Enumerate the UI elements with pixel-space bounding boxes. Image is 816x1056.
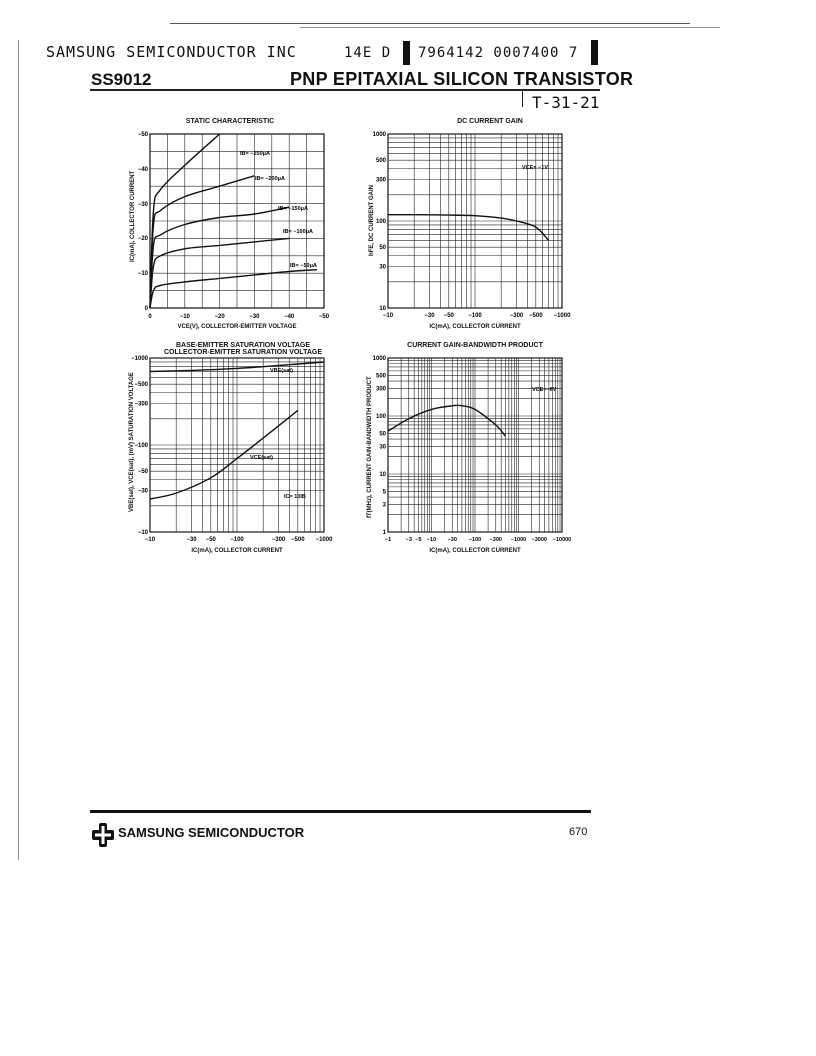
chart-static-yticks: [138, 132, 149, 312]
chart-gbw-label: VCE=−6V: [532, 387, 557, 393]
y-tick: 0: [144, 306, 148, 312]
part-number: SS9012: [91, 70, 152, 89]
x-tick: −10000: [552, 537, 572, 543]
black-bar-2: [591, 40, 598, 65]
chart-dcgain-xticks: [383, 313, 571, 319]
y-tick: 300: [375, 177, 386, 184]
y-tick: 10: [379, 472, 386, 478]
x-tick: −50: [443, 313, 454, 319]
chart-static-xlabel: VCE(V), COLLECTOR-EMITTER VOLTAGE: [177, 324, 297, 330]
header-code: 14E D: [344, 45, 392, 61]
chart-dcgain-curves: [388, 215, 549, 241]
series-line: [150, 410, 298, 499]
chart-sat-grid: [150, 358, 324, 532]
y-tick: −30: [137, 488, 148, 495]
chart-dcgain-label: VCE= −1V: [522, 165, 548, 171]
y-tick: −50: [137, 469, 148, 476]
y-tick: 50: [379, 245, 386, 252]
x-tick: −30: [424, 313, 435, 319]
scan-line-top-2: [300, 27, 720, 28]
chart-sat-xlabel: IC(mA), COLLECTOR CURRENT: [191, 548, 283, 554]
footer-company: SAMSUNG SEMICONDUCTOR: [118, 825, 305, 840]
y-tick: −50: [137, 132, 148, 138]
chart-gbw-curves: [388, 405, 505, 436]
x-tick: −1000: [315, 537, 333, 543]
footer-rule: [90, 810, 591, 813]
x-tick: −10: [426, 537, 437, 543]
series-line: [388, 215, 549, 241]
y-tick: 500: [375, 373, 386, 380]
chart-dcgain-title: DC CURRENT GAIN: [457, 118, 523, 125]
y-tick: 3: [382, 502, 386, 509]
x-tick: −100: [468, 313, 482, 319]
x-tick: −300: [271, 537, 286, 543]
y-tick: −10: [137, 271, 148, 277]
y-tick: 30: [379, 444, 386, 451]
y-tick: −100: [134, 443, 148, 449]
chart-sat-label-ic: IC= 10IB: [284, 494, 306, 500]
y-tick: 100: [375, 414, 386, 420]
chart-sat-title: BASE-EMITTER SATURATION VOLTAGE: [175, 342, 311, 349]
chart-static: [110, 126, 340, 326]
chart-static-label-150: IB= −150μA: [278, 206, 308, 212]
y-tick: 30: [379, 264, 386, 271]
series-line: [388, 405, 505, 436]
x-tick: −500: [291, 537, 305, 543]
chart-static-plot: [138, 132, 330, 320]
y-tick: 1000: [372, 356, 386, 362]
chart-sat-title-2: COLLECTOR-EMITTER SATURATION VOLTAGE: [163, 349, 322, 356]
x-tick: −1: [384, 537, 392, 543]
chart-dcgain-ylabel: hFE, DC CURRENT GAIN: [369, 185, 375, 256]
x-tick: −300: [489, 537, 502, 543]
product-title: PNP EPITAXIAL SILICON TRANSISTOR: [290, 69, 634, 89]
chart-gbw-xticks: [385, 537, 571, 543]
y-tick: 50: [379, 431, 386, 438]
x-tick: −10: [382, 313, 394, 319]
y-tick: −1000: [131, 356, 148, 362]
chart-gbw-ylabel: fT(MHz), CURRENT GAIN-BANDWIDTH PRODUCT: [367, 376, 373, 518]
y-tick: −500: [134, 382, 148, 389]
y-tick: 300: [375, 386, 386, 393]
x-tick: −5: [415, 537, 422, 543]
chart-sat-plot: [131, 356, 333, 543]
chart-static-label-250: IB= −250μA: [240, 151, 270, 157]
chart-gbw: [350, 350, 580, 550]
chart-gbw-grid: [388, 358, 562, 532]
x-tick: −30: [249, 314, 260, 320]
chart-static-label-200: IB= −200μA: [255, 176, 285, 182]
chart-sat-label-vbe: VBE(sat): [270, 368, 293, 374]
x-tick: −1000: [553, 313, 571, 319]
chart-static-label-50: IB= −50μA: [290, 263, 317, 269]
chart-static-title: STATIC CHARACTERISTIC: [185, 118, 275, 125]
scan-line-top: [170, 23, 690, 24]
y-tick: 500: [375, 158, 386, 165]
chart-dcgain-xlabel: IC(mA), COLLECTOR CURRENT: [429, 324, 521, 330]
chart-gbw-title: CURRENT GAIN-BANDWIDTH PRODUCT: [407, 342, 543, 349]
chart-dcgain-grid: [388, 134, 562, 308]
chart-gbw-xlabel: IC(mA), COLLECTOR CURRENT: [429, 548, 521, 554]
chart-static-grid: [150, 134, 324, 308]
chart-static-label-100: IB= −100μA: [283, 229, 313, 235]
x-tick: −40: [284, 314, 295, 320]
y-tick: 10: [379, 306, 386, 312]
x-tick: −10: [144, 537, 156, 543]
x-tick: −300: [509, 313, 524, 319]
x-tick: 0: [148, 314, 152, 320]
chart-static-ylabel: IC(mA), COLLECTOR CURRENT: [130, 170, 136, 262]
x-tick: −100: [230, 537, 244, 543]
y-tick: −10: [137, 530, 148, 536]
y-tick: 5: [382, 489, 386, 496]
y-tick: 1: [382, 530, 386, 536]
y-tick: −300: [134, 401, 148, 408]
x-tick: −100: [468, 537, 482, 543]
x-tick: −50: [205, 537, 216, 543]
company-header-line: SAMSUNG SEMICONDUCTOR INC: [46, 43, 297, 61]
x-tick: −3: [405, 537, 412, 543]
doc-number: 7964142 0007400 7: [418, 45, 579, 61]
chart-sat-label-vce: VCE(sat): [250, 455, 273, 461]
chart-dcgain-plot: [373, 132, 571, 319]
black-bar-1: [403, 41, 410, 65]
x-tick: −1000: [510, 537, 527, 543]
x-tick: −500: [529, 313, 543, 319]
x-tick: −20: [214, 314, 225, 320]
chart-sat-xticks: [145, 537, 333, 543]
page-number: 670: [569, 826, 588, 838]
series-line: [150, 270, 317, 308]
x-tick: −30: [186, 537, 197, 543]
chart-dcgain: [350, 126, 580, 326]
samsung-logo-icon: [92, 823, 114, 847]
chart-static-xticks: [148, 314, 329, 320]
chart-gbw-plot: [373, 356, 572, 543]
y-tick: −40: [137, 167, 148, 173]
y-tick: 100: [375, 219, 386, 225]
x-tick: −50: [318, 314, 330, 320]
chart-gbw-yticks: [373, 356, 387, 536]
x-tick: −10: [179, 314, 190, 320]
x-tick: −3000: [531, 537, 547, 543]
type-code-rule: [522, 91, 523, 107]
chart-sat: [110, 350, 340, 550]
y-tick: −20: [137, 236, 148, 242]
type-code: T-31-21: [532, 93, 600, 112]
y-tick: 1000: [372, 132, 386, 138]
y-tick: −30: [137, 202, 148, 208]
chart-sat-ylabel: VBE(sat), VCE(sat), (mV) SATURATION VOLTAGE: [129, 372, 135, 512]
scan-edge-left: [18, 40, 19, 860]
x-tick: −30: [447, 537, 457, 543]
